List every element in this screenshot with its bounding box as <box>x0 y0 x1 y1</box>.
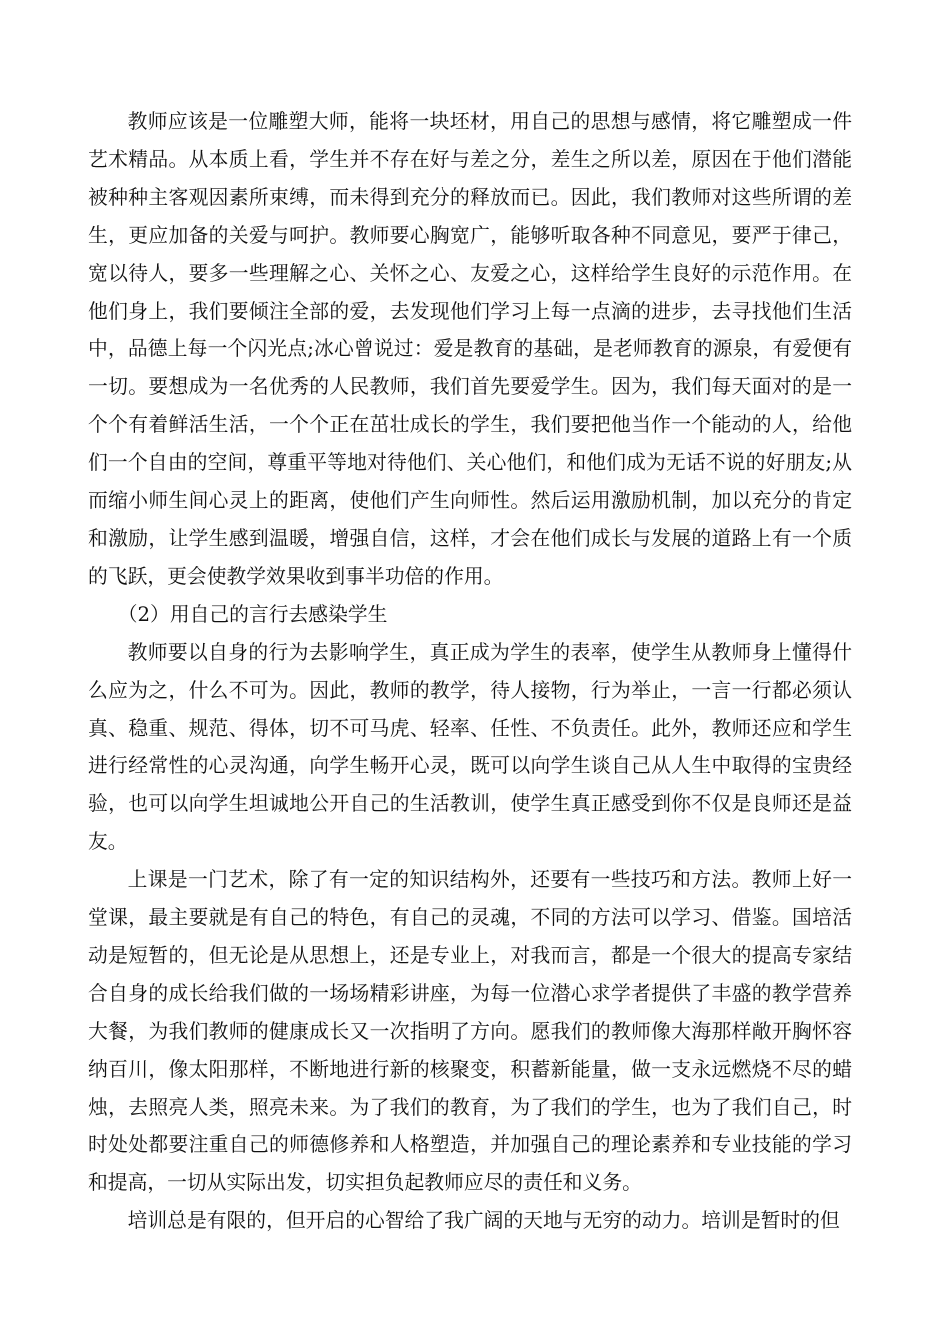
paragraph-role-model: 教师要以自身的行为去影响学生，真正成为学生的表率，使学生从教师身上懂得什么应为之，什么不可为。因此，教师的教学，待人接物，行为举止，一言一行都必须认真、稳重、规范、得体，切不可马虎、轻率、任性、不负责任。此外，教师还应和学生进行经常性的心灵沟通，向学生畅开心灵，既可以向学生谈自己从人生中取得的宝贵经验，也可以向学生坦诚地公开自己的生活教训，使学生真正感受到你不仅是良师还是益友。 <box>88 640 852 854</box>
paragraph-training: 培训总是有限的，但开启的心智给了我广阔的天地与无穷的动力。培训是暂时的但 <box>127 1209 840 1233</box>
section-heading: （2）用自己的言行去感染学生 <box>117 602 388 626</box>
paragraph-sculptor: 教师应该是一位雕塑大师，能将一块坯材，用自己的思想与感情，将它雕塑成一件艺术精品。从本质上看，学生并不存在好与差之分，差生之所以差，原因在于他们潜能被种种主客观因素所束缚，而未得到充分的释放而已。因此，我们教师对这些所谓的差生，更应加备的关爱与呵护。教师要心胸宽广，能够听取各种不同意见，要严于律己，宽以待人，要多一些理解之心、关怀之心、友爱之心，这样给学生良好的示范作用。在他们身上，我们要倾注全部的爱，去发现他们学习上每一点滴的进步，去寻找他们生活中，品德上每一个闪光点;冰心曾说过：爱是教育的基础，是老师教育的源泉，有爱便有一切。要想成为一名优秀的人民教师，我们首先要爱学生。因为，我们每天面对的是一个个有着鲜活生活，一个个正在茁壮成长的学生，我们要把他当作一个能动的人，给他们一个自由的空间，尊重平等地对待他们、关心他们，和他们成为无话不说的好朋友;从而缩小师生间心灵上的距离，使他们产生向师性。然后运用激励机制，加以充分的肯定和激励，让学生感到温暖，增强自信，这样，才会在他们成长与发展的道路上有一个质的飞跃，更会使教学效果收到事半功倍的作用。 <box>88 110 852 588</box>
document-body <box>88 103 852 1240</box>
paragraph-teaching-art: 上课是一门艺术，除了有一定的知识结构外，还要有一些技巧和方法。教师上好一堂课，最主要就是有自己的特色，有自己的灵魂，不同的方法可以学习、借鉴。国培活动是短暂的，但无论是从思想上，还是专业上，对我而言，都是一个很大的提高专家结合自身的成长给我们做的一场场精彩讲座，为每一位潜心求学者提供了丰盛的教学营养大餐，为我们教师的健康成长又一次指明了方向。愿我们的教师像大海那样敞开胸怀容纳百川，像太阳那样，不断地进行新的核聚变，积蓄新能量，做一支永远燃烧不尽的蜡烛，去照亮人类，照亮未来。为了我们的教育，为了我们的学生，也为了我们自己，时时处处都要注重自己的师德修养和人格塑造，并加强自己的理论素养和专业技能的学习和提高，一切从实际出发，切实担负起教师应尽的责任和义务。 <box>88 868 852 1195</box>
